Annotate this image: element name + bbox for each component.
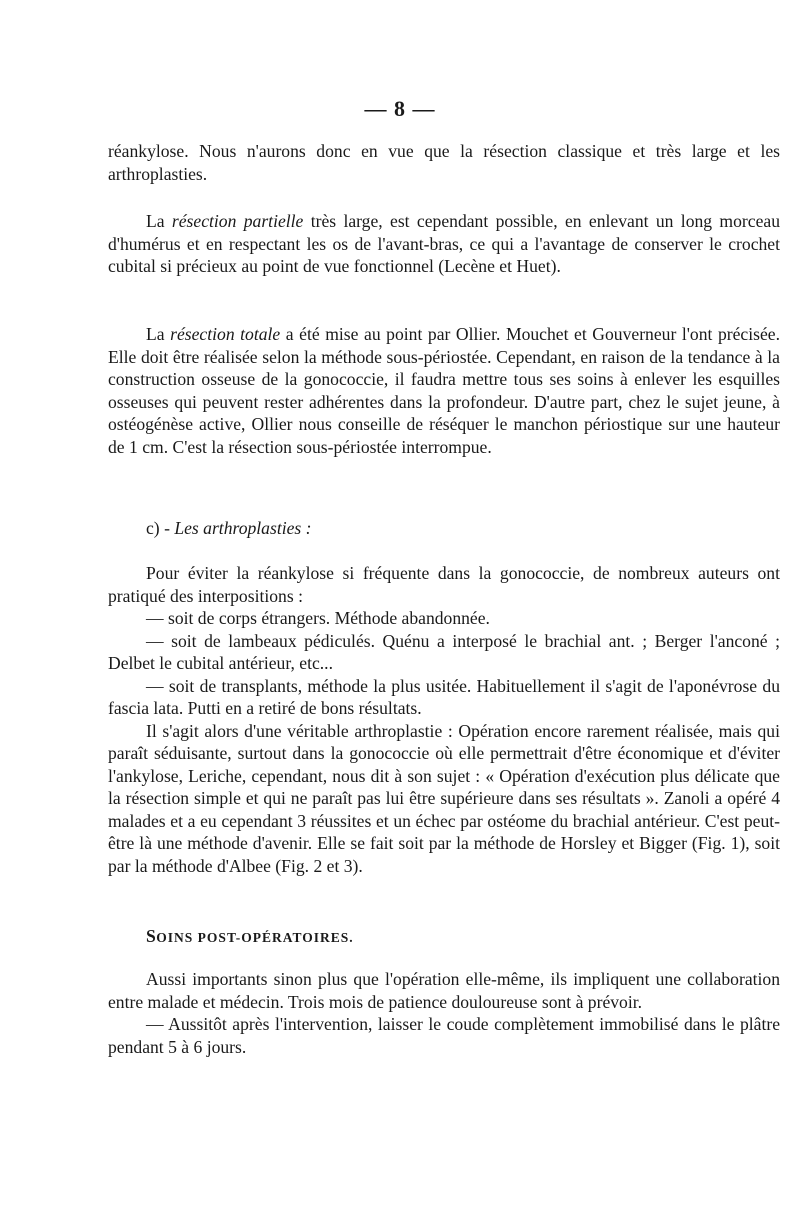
italic-term: résection totale — [170, 324, 281, 344]
paragraph-interpositions — [108, 562, 780, 877]
section-heading-arthroplasties — [108, 517, 800, 540]
paragraph-text: réankylose. Nous n'aurons donc en vue que la résection classique et très large et les arthroplasties. — [108, 141, 780, 184]
section-title: Les arthroplasties : — [174, 518, 312, 538]
paragraph-text: Il s'agit alors d'une véritable arthroplastie : Opération encore rarement réalisée, mais qui paraît séduisante, surtout dans la gonococcie où elle permettrait d'être économique et d'éviter l'ankylose, Leriche, cependant, nous dit à son sujet : « Opération d'exécution plus délicate que la résection simple et qui ne paraît pas lui être supérieure dans ses résultats ». Zanoli a opéré 4 malades et a eu cependant 3 réussites et un échec par ostéome du brachial antérieur. C'est peut-être là une méthode d'avenir. Elle se fait soit par la méthode de Horsley et Bigger (Fig. 1), soit par la méthode d'Albee (Fig. 2 et 3). — [108, 720, 780, 876]
heading-initial: S — [146, 926, 157, 946]
paragraph-text: Pour éviter la réankylose si fréquente dans la gonococcie, de nombreux auteurs ont pratiqué des interpositions : — [108, 563, 780, 606]
text-run: a été mise au point par Ollier. Mouchet et Gouverneur l'ont précisée. Elle doit être réalisée selon la méthode sous-périostée. Cependant, en raison de la tendance à la construction osseuse de la gonococcie, il faudra mettre tous ses soins à enlever les esquilles osseuses qui peuvent rester adhérentes dans la profondeur. D'autre part, chez le sujet jeune, à ostéogénèse active, Ollier nous conseille de réséquer le manchon périostique sur une hauteur de 1 cm. C'est la résection sous-périostée interrompue. — [108, 324, 780, 457]
list-item: — soit de corps étrangers. Méthode abandonnée. — [146, 608, 490, 628]
paragraph-soins — [108, 968, 780, 1058]
page-number: — 8 — — [364, 96, 436, 121]
paragraph-text — [108, 323, 780, 458]
text-run: très large, est cependant possible, en enlevant un long morceau d'humérus et en respectant les os de l'avant-bras, ce qui a l'avantage de conserver le crochet cubital si précieux au point de vue fonctionnel (Lecène et Huet). — [108, 211, 780, 276]
paragraph-resection-partielle — [108, 210, 780, 278]
text-run: La — [146, 324, 171, 344]
section-prefix: c) - — [146, 518, 175, 538]
section-heading-soins — [108, 925, 800, 950]
text-run: La — [146, 211, 172, 231]
heading-rest: OINS POST-OPÉRATOIRES. — [156, 930, 354, 945]
paragraph-reankylose — [108, 140, 780, 185]
italic-term: résection partielle — [171, 211, 304, 231]
paragraph-resection-totale — [108, 323, 780, 458]
paragraph-text — [108, 210, 780, 278]
list-item: — soit de transplants, méthode la plus usitée. Habituellement il s'agit de l'aponévrose du fascia lata. Putti en a retiré de bons résultats. — [108, 675, 780, 718]
list-item: — Aussitôt après l'intervention, laisser le coude complètement immobilisé dans le plâtre pendant 5 à 6 jours. — [108, 1014, 780, 1057]
list-item: — soit de lambeaux pédiculés. Quénu a interposé le brachial ant. ; Berger l'anconé ; Delbet le cubital antérieur, etc... — [108, 630, 780, 673]
paragraph-text: Aussi importants sinon plus que l'opération elle-même, ils impliquent une collaboration entre malade et médecin. Trois mois de patience douloureuse sont à prévoir. — [108, 969, 780, 1012]
